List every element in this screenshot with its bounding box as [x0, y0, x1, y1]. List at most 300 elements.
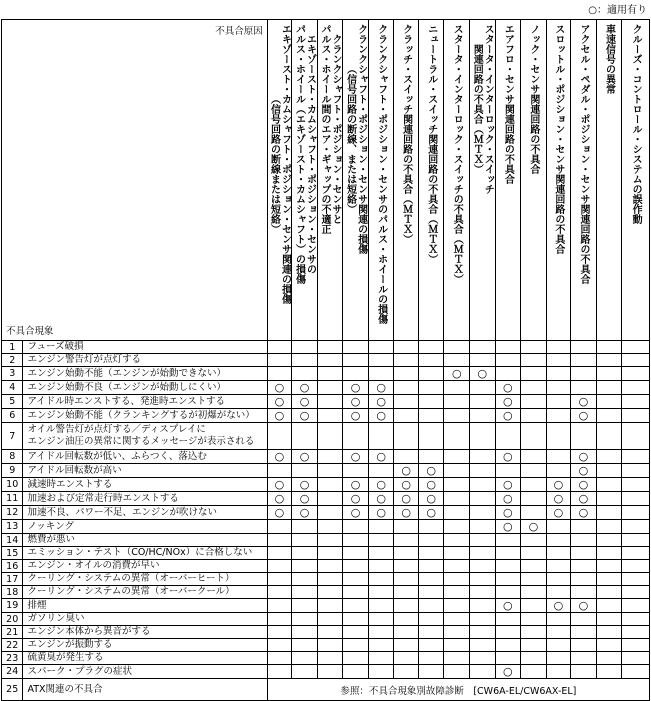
- mark-cell: [521, 423, 547, 450]
- mark-cell: [368, 381, 394, 395]
- mark-cell: [317, 464, 343, 478]
- circle-mark-icon: ○: [376, 381, 386, 394]
- cause-label: クランクシャフト・ポジション・センサ関連の損傷 （信号回路の断線、または短絡）: [344, 24, 367, 254]
- mark-cell: [596, 534, 622, 547]
- circle-mark-icon: ○: [528, 520, 539, 533]
- mark-cell: [521, 354, 547, 367]
- mark-cell: [368, 367, 394, 381]
- mark-cell: [418, 450, 444, 464]
- mark-cell: [571, 367, 597, 381]
- mark-cell: [418, 367, 444, 381]
- row-number: 7: [2, 423, 23, 450]
- mark-cell: [546, 665, 571, 679]
- mark-cell: [343, 423, 369, 450]
- circle-mark-icon: ○: [401, 464, 411, 477]
- circle-mark-icon: ○: [299, 381, 310, 394]
- mark-cell: [292, 409, 318, 423]
- phenomenon-text: ATX関連の不具合: [23, 679, 267, 701]
- mark-cell: [596, 665, 622, 679]
- circle-mark-icon: ○: [426, 492, 437, 505]
- mark-cell: [521, 492, 547, 506]
- circle-mark-icon: ○: [376, 506, 386, 519]
- mark-cell: [571, 423, 597, 450]
- mark-cell: [343, 639, 369, 652]
- cause-column-header: [292, 20, 318, 341]
- mark-cell: [622, 423, 650, 450]
- mark-cell: [444, 573, 470, 586]
- row-number: 21: [2, 626, 23, 639]
- circle-mark-icon: ○: [503, 381, 513, 394]
- mark-cell: [622, 478, 650, 492]
- circle-mark-icon: ○: [376, 409, 386, 422]
- mark-cell: [444, 560, 470, 573]
- cause-column-header: [521, 20, 547, 341]
- mark-cell: [444, 395, 470, 409]
- mark-cell: [394, 395, 419, 409]
- table-row: [2, 652, 650, 665]
- table-row: [2, 547, 650, 560]
- mark-cell: [292, 450, 318, 464]
- circle-mark-icon: ○: [553, 506, 564, 519]
- table-row: [2, 367, 650, 381]
- phenomenon-text: スパーク・プラグの症状: [23, 665, 267, 679]
- mark-cell: [317, 586, 343, 599]
- mark-cell: [622, 534, 650, 547]
- table-row: [2, 599, 650, 613]
- mark-cell: [394, 534, 419, 547]
- mark-cell: [546, 599, 571, 613]
- mark-cell: [368, 573, 394, 586]
- mark-cell: [495, 560, 521, 573]
- mark-cell: [444, 450, 470, 464]
- table-row: [2, 381, 650, 395]
- mark-cell: [394, 341, 419, 354]
- mark-cell: [521, 381, 547, 395]
- mark-cell: [394, 626, 419, 639]
- mark-cell: [622, 341, 650, 354]
- phenomenon-text: ガソリン臭い: [23, 613, 267, 626]
- mark-cell: [343, 492, 369, 506]
- mark-cell: [267, 599, 292, 613]
- cause-label: エアフロ・センサ関連回路の不具合: [502, 24, 514, 184]
- mark-cell: [521, 626, 547, 639]
- mark-cell: [267, 381, 292, 395]
- diagnosis-matrix: [1, 19, 650, 701]
- row-number: 15: [2, 547, 23, 560]
- mark-cell: [292, 652, 318, 665]
- mark-cell: [571, 547, 597, 560]
- mark-cell: [292, 367, 318, 381]
- mark-cell: [470, 613, 496, 626]
- mark-cell: [470, 450, 496, 464]
- mark-cell: [571, 639, 597, 652]
- cause-label: エキゾースト・カムシャフト・ポジション・センサの パルス・ホイール（エキゾースト・カムシャフト）の損傷: [293, 24, 316, 284]
- circle-mark-icon: ○: [350, 409, 361, 422]
- mark-cell: [368, 626, 394, 639]
- table-row: [2, 506, 650, 520]
- circle-mark-icon: ○: [503, 506, 513, 519]
- mark-cell: [470, 409, 496, 423]
- cause-column-header: [368, 20, 394, 341]
- mark-cell: [317, 381, 343, 395]
- mark-cell: [622, 506, 650, 520]
- mark-cell: [394, 665, 419, 679]
- phenomenon-text: エンジン・オイルの消費が早い: [23, 560, 267, 573]
- mark-cell: [444, 613, 470, 626]
- mark-cell: [596, 354, 622, 367]
- circle-mark-icon: ○: [553, 599, 564, 612]
- mark-cell: [292, 613, 318, 626]
- table-row: [2, 520, 650, 534]
- row-number: 18: [2, 586, 23, 599]
- mark-cell: [267, 354, 292, 367]
- mark-cell: [470, 560, 496, 573]
- circle-mark-icon: ○: [350, 450, 361, 463]
- mark-cell: [343, 395, 369, 409]
- phenomenon-text: クーリング・システムの異常（オーバーヒート）: [23, 573, 267, 586]
- cause-label: エキゾースト・カムシャフト・ポジション・センサ関連の損傷 （信号回路の断線または短絡）: [268, 24, 291, 304]
- phenomenon-text: オイル警告灯が点灯する／ディスプレイに エンジン油圧の異常に関するメッセージが表示される: [23, 423, 267, 450]
- mark-cell: [622, 652, 650, 665]
- mark-cell: [343, 613, 369, 626]
- mark-cell: [317, 639, 343, 652]
- circle-mark-icon: ○: [578, 492, 589, 505]
- mark-cell: [394, 613, 419, 626]
- mark-cell: [571, 613, 597, 626]
- mark-cell: [596, 586, 622, 599]
- phenomenon-text: エンジン始動不能（クランキングするが初爆がない）: [23, 409, 267, 423]
- mark-cell: [596, 520, 622, 534]
- mark-cell: [394, 573, 419, 586]
- mark-cell: [470, 341, 496, 354]
- mark-cell: [418, 665, 444, 679]
- mark-cell: [546, 586, 571, 599]
- mark-cell: [596, 573, 622, 586]
- table-row: [2, 573, 650, 586]
- mark-cell: [267, 423, 292, 450]
- mark-cell: [292, 586, 318, 599]
- circle-mark-icon: ○: [451, 367, 462, 380]
- mark-cell: [571, 599, 597, 613]
- cause-column-header: [596, 20, 622, 341]
- mark-cell: [495, 464, 521, 478]
- cause-column-header: [343, 20, 369, 341]
- table-row: [2, 560, 650, 573]
- mark-cell: [394, 560, 419, 573]
- mark-cell: [571, 450, 597, 464]
- circle-mark-icon: ○: [503, 450, 513, 463]
- cause-label: クランクシャフト・ポジション・センサのパルス・ホイールの損傷: [375, 24, 387, 324]
- phenomenon-text: エンジン始動不良（エンジンが始動しにくい）: [23, 381, 267, 395]
- phenomenon-text: ノッキング: [23, 520, 267, 534]
- circle-mark-icon: ○: [477, 367, 488, 380]
- circle-mark-icon: ○: [350, 478, 361, 491]
- table-row: [2, 679, 650, 701]
- mark-cell: [418, 354, 444, 367]
- mark-cell: [546, 409, 571, 423]
- mark-cell: [622, 464, 650, 478]
- mark-cell: [343, 450, 369, 464]
- mark-cell: [368, 354, 394, 367]
- mark-cell: [292, 560, 318, 573]
- mark-cell: [546, 547, 571, 560]
- phenomenon-text: 加速不良、パワー不足、エンジンが吹けない: [23, 506, 267, 520]
- mark-cell: [546, 367, 571, 381]
- mark-cell: [267, 639, 292, 652]
- mark-cell: [546, 492, 571, 506]
- mark-cell: [418, 381, 444, 395]
- mark-cell: [317, 423, 343, 450]
- mark-cell: [368, 409, 394, 423]
- circle-mark-icon: ○: [350, 492, 361, 505]
- mark-cell: [622, 560, 650, 573]
- circle-mark-icon: ○: [553, 492, 564, 505]
- mark-cell: [368, 639, 394, 652]
- mark-cell: [546, 560, 571, 573]
- mark-cell: [444, 381, 470, 395]
- mark-cell: [267, 665, 292, 679]
- mark-cell: [368, 423, 394, 450]
- mark-cell: [343, 520, 369, 534]
- mark-cell: [292, 520, 318, 534]
- mark-cell: [470, 586, 496, 599]
- mark-cell: [470, 506, 496, 520]
- mark-cell: [622, 639, 650, 652]
- mark-cell: [317, 613, 343, 626]
- row-number: 4: [2, 381, 23, 395]
- circle-mark-icon: ○: [274, 478, 285, 491]
- mark-cell: [317, 534, 343, 547]
- row-number: 20: [2, 613, 23, 626]
- cause-column-header: [470, 20, 496, 341]
- mark-cell: [394, 586, 419, 599]
- mark-cell: [444, 341, 470, 354]
- mark-cell: [546, 450, 571, 464]
- mark-cell: [292, 573, 318, 586]
- mark-cell: [418, 478, 444, 492]
- mark-cell: [571, 409, 597, 423]
- phenomenon-text: アイドル時エンストする、発進時エンストする: [23, 395, 267, 409]
- mark-cell: [495, 409, 521, 423]
- cause-column-header: [418, 20, 444, 341]
- row-number: 8: [2, 450, 23, 464]
- mark-cell: [343, 626, 369, 639]
- mark-cell: [622, 626, 650, 639]
- mark-cell: [267, 547, 292, 560]
- mark-cell: [267, 652, 292, 665]
- mark-cell: [292, 639, 318, 652]
- mark-cell: [444, 492, 470, 506]
- mark-cell: [622, 354, 650, 367]
- mark-cell: [470, 395, 496, 409]
- circle-mark-icon: ○: [350, 381, 361, 394]
- mark-cell: [521, 534, 547, 547]
- mark-cell: [368, 599, 394, 613]
- circle-mark-icon: ○: [274, 409, 285, 422]
- mark-cell: [444, 639, 470, 652]
- phenomenon-text: アイドル回転数が低い、ふらつく、落込む: [23, 450, 267, 464]
- mark-cell: [495, 665, 521, 679]
- circle-mark-icon: ○: [578, 409, 589, 422]
- cause-header-label: 不具合原因: [215, 26, 263, 37]
- mark-cell: [368, 341, 394, 354]
- mark-cell: [267, 534, 292, 547]
- mark-cell: [343, 547, 369, 560]
- circle-mark-icon: ○: [299, 409, 310, 422]
- phenomenon-text: エンジン始動不能（エンジンが始動できない）: [23, 367, 267, 381]
- mark-cell: [418, 492, 444, 506]
- mark-cell: [418, 423, 444, 450]
- mark-cell: [444, 534, 470, 547]
- mark-cell: [444, 354, 470, 367]
- mark-cell: [546, 341, 571, 354]
- mark-cell: [495, 652, 521, 665]
- mark-cell: [418, 560, 444, 573]
- mark-cell: [394, 354, 419, 367]
- mark-cell: [444, 599, 470, 613]
- table-row: [2, 534, 650, 547]
- row-number: 3: [2, 367, 23, 381]
- mark-cell: [622, 492, 650, 506]
- phenomenon-text: アイドル回転数が高い: [23, 464, 267, 478]
- mark-cell: [521, 464, 547, 478]
- mark-cell: [343, 560, 369, 573]
- mark-cell: [470, 520, 496, 534]
- circle-mark-icon: ○: [299, 395, 310, 408]
- phenomenon-text: フューズ破損: [23, 341, 267, 354]
- mark-cell: [571, 478, 597, 492]
- mark-cell: [546, 478, 571, 492]
- mark-cell: [418, 599, 444, 613]
- circle-mark-icon: ○: [578, 464, 589, 477]
- cause-column-header: [546, 20, 571, 341]
- phenomenon-header-label: 不具合現象: [6, 326, 54, 337]
- mark-cell: [546, 652, 571, 665]
- mark-cell: [596, 381, 622, 395]
- circle-mark-icon: ○: [503, 599, 513, 612]
- mark-cell: [571, 341, 597, 354]
- circle-mark-icon: ○: [578, 395, 589, 408]
- mark-cell: [267, 586, 292, 599]
- mark-cell: [622, 573, 650, 586]
- circle-mark-icon: ○: [503, 520, 513, 533]
- phenomenon-text: エンジン本体から異音がする: [23, 626, 267, 639]
- table-row: [2, 395, 650, 409]
- row-number: 1: [2, 341, 23, 354]
- mark-cell: [368, 547, 394, 560]
- mark-cell: [267, 395, 292, 409]
- mark-cell: [368, 613, 394, 626]
- circle-mark-icon: ○: [299, 506, 310, 519]
- phenomenon-text: クーリング・システムの異常（オーバークール）: [23, 586, 267, 599]
- mark-cell: [317, 665, 343, 679]
- mark-cell: [267, 506, 292, 520]
- mark-cell: [292, 464, 318, 478]
- mark-cell: [596, 639, 622, 652]
- mark-cell: [521, 613, 547, 626]
- cause-column-header: [622, 20, 650, 341]
- mark-cell: [470, 534, 496, 547]
- mark-cell: [444, 626, 470, 639]
- circle-mark-icon: ○: [299, 478, 310, 491]
- mark-cell: [470, 665, 496, 679]
- mark-cell: [418, 639, 444, 652]
- mark-cell: [622, 450, 650, 464]
- mark-cell: [571, 520, 597, 534]
- mark-cell: [418, 395, 444, 409]
- row-number: 17: [2, 573, 23, 586]
- circle-mark-icon: ○: [578, 450, 589, 463]
- mark-cell: [444, 367, 470, 381]
- mark-cell: [368, 534, 394, 547]
- cause-label: 車速信号の異常: [603, 24, 615, 94]
- mark-cell: [622, 599, 650, 613]
- mark-cell: [495, 506, 521, 520]
- mark-cell: [470, 464, 496, 478]
- mark-cell: [470, 573, 496, 586]
- mark-cell: [292, 492, 318, 506]
- mark-cell: [571, 573, 597, 586]
- mark-cell: [444, 547, 470, 560]
- mark-cell: [521, 478, 547, 492]
- row-number: 24: [2, 665, 23, 679]
- mark-cell: [596, 560, 622, 573]
- mark-cell: [444, 464, 470, 478]
- mark-cell: [596, 450, 622, 464]
- circle-mark-icon: ○: [426, 464, 437, 477]
- circle-mark-icon: ○: [376, 450, 386, 463]
- mark-cell: [343, 652, 369, 665]
- row-number: 25: [2, 679, 23, 701]
- mark-cell: [521, 599, 547, 613]
- mark-cell: [571, 381, 597, 395]
- mark-cell: [521, 506, 547, 520]
- circle-mark-icon: ○: [376, 395, 386, 408]
- phenomenon-text: 硫黄臭が発生する: [23, 652, 267, 665]
- mark-cell: [343, 599, 369, 613]
- mark-cell: [495, 341, 521, 354]
- circle-mark-icon: ○: [376, 478, 386, 491]
- mark-cell: [622, 547, 650, 560]
- mark-cell: [521, 367, 547, 381]
- row-number: 12: [2, 506, 23, 520]
- mark-cell: [343, 586, 369, 599]
- mark-cell: [470, 354, 496, 367]
- table-row: [2, 613, 650, 626]
- mark-cell: [546, 639, 571, 652]
- mark-cell: [596, 341, 622, 354]
- mark-cell: [444, 520, 470, 534]
- mark-cell: [546, 354, 571, 367]
- mark-cell: [317, 478, 343, 492]
- mark-cell: [394, 464, 419, 478]
- mark-cell: [267, 478, 292, 492]
- circle-mark-icon: ○: [401, 478, 411, 491]
- mark-cell: [418, 520, 444, 534]
- mark-cell: [444, 506, 470, 520]
- row-number: 10: [2, 478, 23, 492]
- header-corner-cell: [2, 20, 268, 341]
- cause-column-header: [571, 20, 597, 341]
- mark-cell: [368, 652, 394, 665]
- mark-cell: [394, 599, 419, 613]
- phenomenon-text: 減速時エンストする: [23, 478, 267, 492]
- mark-cell: [343, 506, 369, 520]
- mark-cell: [292, 547, 318, 560]
- cause-label: ノック・センサ関連回路の不具合: [527, 24, 539, 174]
- mark-cell: [622, 520, 650, 534]
- mark-cell: [444, 409, 470, 423]
